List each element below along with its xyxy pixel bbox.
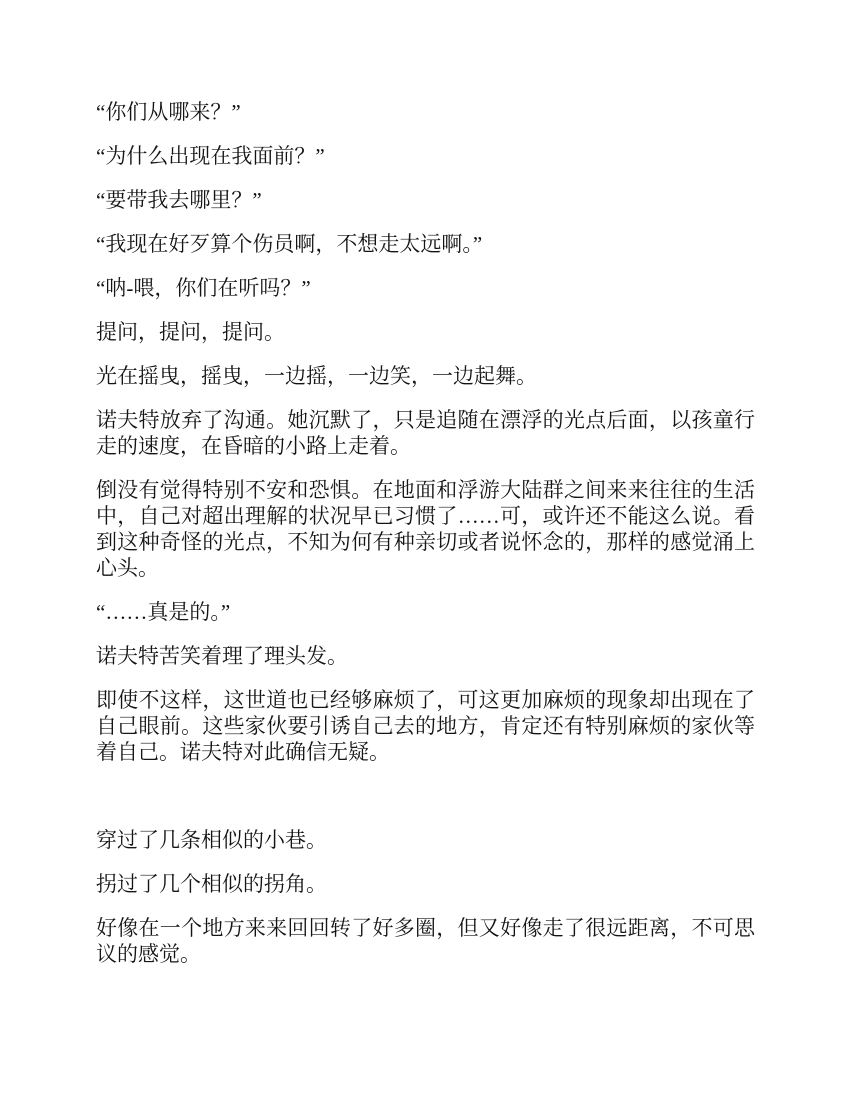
text-line: 诺夫特苦笑着理了理头发。 [96, 644, 348, 668]
paragraph [96, 363, 755, 389]
text-line: 穿过了几条相似的小巷。 [96, 828, 327, 852]
paragraph [96, 231, 755, 257]
text-line: 倒没有觉得特别不安和恐惧。在地面和浮游大陆群之间来来往往的生活 [96, 478, 755, 502]
text-line: 光在摇曳，摇曳，一边摇，一边笑，一边起舞。 [96, 364, 537, 388]
paragraph [96, 871, 755, 897]
text-line: 议的感觉。 [96, 942, 201, 966]
text-line: 心头。 [96, 556, 159, 580]
paragraph [96, 99, 755, 125]
paragraph [96, 599, 755, 625]
scene-break [96, 783, 755, 809]
text-line: 好像在一个地方来来回回转了好多圈，但又好像走了很远距离，不可思 [96, 916, 755, 940]
paragraph [96, 687, 755, 765]
paragraph [96, 915, 755, 967]
paragraph [96, 827, 755, 853]
text-line: 着自己。诺夫特对此确信无疑。 [96, 740, 390, 764]
text-line: 诺夫特放弃了沟通。她沉默了，只是追随在漂浮的光点后面，以孩童行 [96, 408, 755, 432]
text-line [96, 783, 755, 809]
text-line: “呐-喂，你们在听吗？” [96, 276, 311, 300]
text-line: 走的速度，在昏暗的小路上走着。 [96, 434, 411, 458]
paragraph [96, 477, 755, 581]
text-line: 到这种奇怪的光点，不知为何有种亲切或者说怀念的，那样的感觉涌上 [96, 530, 755, 554]
text-line: “要带我去哪里？” [96, 188, 262, 212]
paragraph [96, 187, 755, 213]
text-line: 中，自己对超出理解的状况早已习惯了……可，或许还不能这么说。看 [96, 504, 755, 528]
paragraph [96, 407, 755, 459]
text-line: “……真是的。” [96, 600, 231, 624]
text-line: “你们从哪来？” [96, 100, 241, 124]
text-line: 拐过了几个相似的拐角。 [96, 872, 327, 896]
paragraph [96, 319, 755, 345]
text-line: 即使不这样，这世道也已经够麻烦了，可这更加麻烦的现象却出现在了 [96, 688, 755, 712]
text-line: 提问，提问，提问。 [96, 320, 285, 344]
document-content [96, 99, 755, 967]
paragraph [96, 643, 755, 669]
text-line: “我现在好歹算个伤员啊，不想走太远啊。” [96, 232, 483, 256]
paragraph [96, 275, 755, 301]
text-line: 自己眼前。这些家伙要引诱自己去的地方，肯定还有特别麻烦的家伙等 [96, 714, 755, 738]
text-line: “为什么出现在我面前？” [96, 144, 325, 168]
paragraph [96, 143, 755, 169]
